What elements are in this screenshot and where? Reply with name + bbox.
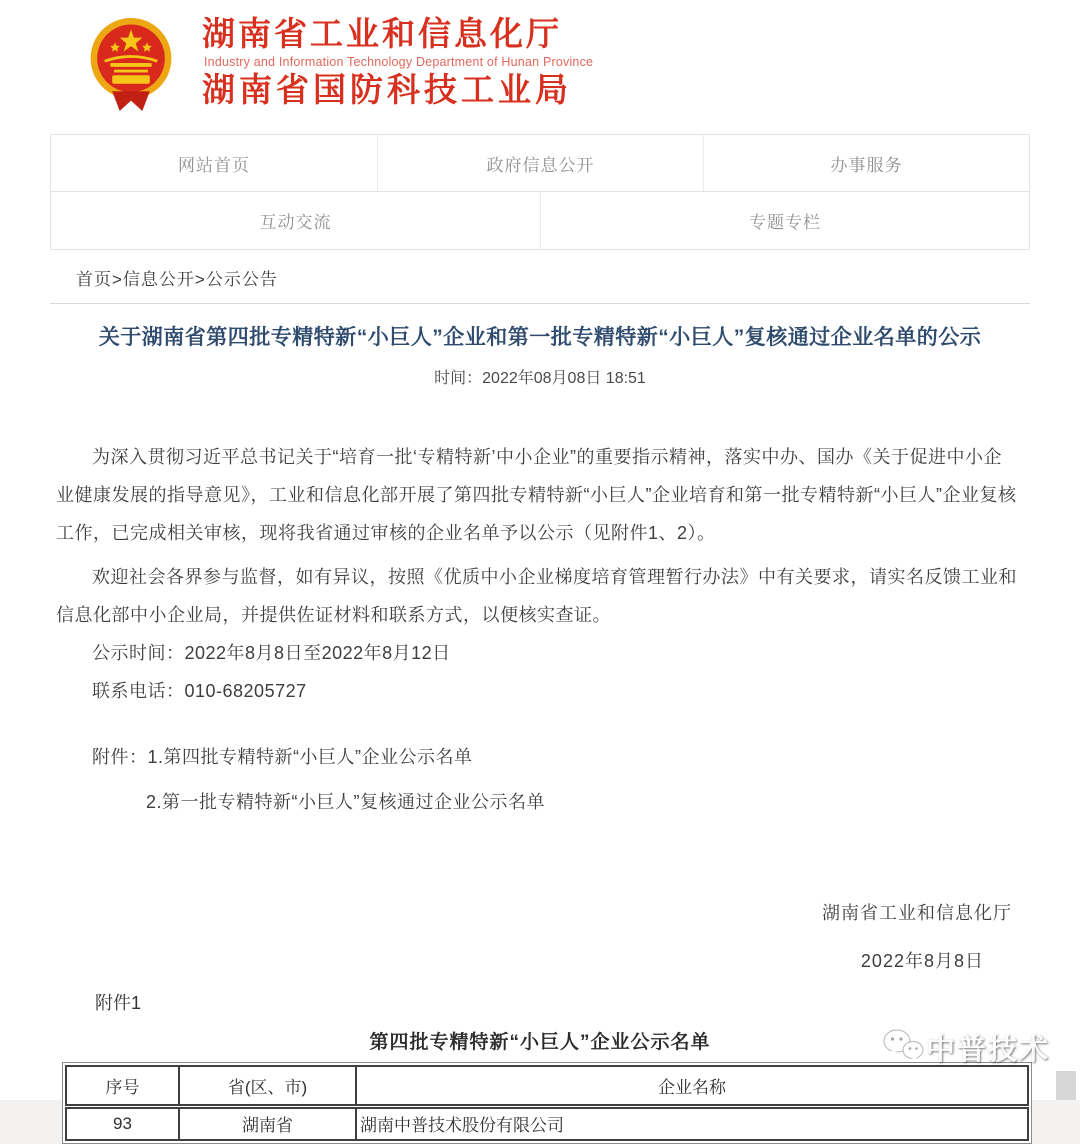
table-row: [66, 1106, 1028, 1140]
attachment-link-1[interactable]: 1.第四批专精特新“小巨人”企业公示名单: [147, 747, 473, 767]
contact-phone: 联系电话：010-68205727: [92, 681, 307, 701]
nav-row-2: [51, 192, 1029, 249]
signature-date: 2022年8月8日: [860, 951, 984, 971]
breadcrumb[interactable]: 首页>信息公开>公示公告: [76, 270, 278, 289]
col-header-company: 企业名称: [356, 1066, 1028, 1106]
publish-time: 时间：2022年08月08日 18:51: [434, 370, 646, 387]
nav-item-gov-info[interactable]: 政府信息公开: [377, 135, 703, 191]
national-emblem-icon: [84, 14, 178, 114]
appendix-table-wrap: [62, 1062, 1032, 1144]
main-nav: [50, 134, 1030, 250]
org-name2-cn: 湖南省国防科技工业局: [202, 71, 572, 109]
nav-item-interaction[interactable]: 互动交流: [259, 213, 332, 232]
cell-no: 93: [66, 1106, 179, 1140]
attachments-label: 附件：: [92, 747, 148, 767]
cell-province: 湖南省: [179, 1106, 356, 1140]
org-name-cn: 湖南省工业和信息化厅: [202, 15, 562, 52]
col-header-province: 省(区、市): [179, 1066, 356, 1106]
watermark-text: 中普技术: [926, 1033, 1051, 1066]
org-name-en: Industry and Information Technology Department of Hunan Province: [204, 55, 594, 70]
header-titles: [202, 10, 593, 109]
appendix-label: 附件1: [95, 993, 142, 1013]
appendix-table: [65, 1065, 1029, 1141]
site-header: [0, 0, 1080, 132]
scrollbar-thumb[interactable]: [1056, 1071, 1076, 1100]
appendix-table-title: 第四批专精特新“小巨人”企业公示名单: [369, 1032, 711, 1053]
publish-window: 公示时间：2022年8月8日至2022年8月12日: [92, 643, 451, 663]
paragraph-1: 为深入贯彻习近平总书记关于“培育一批‘专精特新’中小企业”的重要指示精神，落实中办、国办《关于促进中小企业健康发展的指导意见》，工业和信息化部开展了第四批专精特新“小巨人”企业培育和第一批专精特新“小巨人”企业复核工作，已完成相关审核，现将我省通过审核的企业名单予以公示（见附件1、2）。: [56, 447, 1017, 543]
nav-item-special-topics[interactable]: 专题专栏: [540, 192, 1029, 249]
col-header-no: 序号: [66, 1066, 179, 1106]
attachment-line-1: [56, 738, 1018, 776]
breadcrumb-bar: [50, 250, 1030, 304]
nav-row-1: [51, 135, 1029, 192]
nav-item-services[interactable]: 办事服务: [703, 135, 1029, 191]
watermark: [880, 1026, 1050, 1068]
paragraph-2: 欢迎社会各界参与监督，如有异议，按照《优质中小企业梯度培育管理暂行办法》中有关要求，请实名反馈工业和信息化部中小企业局，并提供佐证材料和联系方式，以便核实查证。: [56, 567, 1017, 625]
table-header-row: [66, 1066, 1028, 1106]
attachment-line-2: [146, 783, 1018, 821]
nav-item-home[interactable]: 网站首页: [178, 155, 250, 175]
signature-org: 湖南省工业和信息化厅: [822, 903, 1012, 923]
article-body: [56, 438, 1018, 821]
cell-company: 湖南中普技术股份有限公司: [356, 1106, 1028, 1140]
wechat-bubbles-icon: [880, 1026, 926, 1068]
page-title: 关于湖南省第四批专精特新“小巨人”企业和第一批专精特新“小巨人”复核通过企业名单的公示: [98, 326, 982, 349]
attachments: [56, 738, 1018, 821]
attachment-link-2[interactable]: 2.第一批专精特新“小巨人”复核通过企业公示名单: [146, 792, 545, 812]
